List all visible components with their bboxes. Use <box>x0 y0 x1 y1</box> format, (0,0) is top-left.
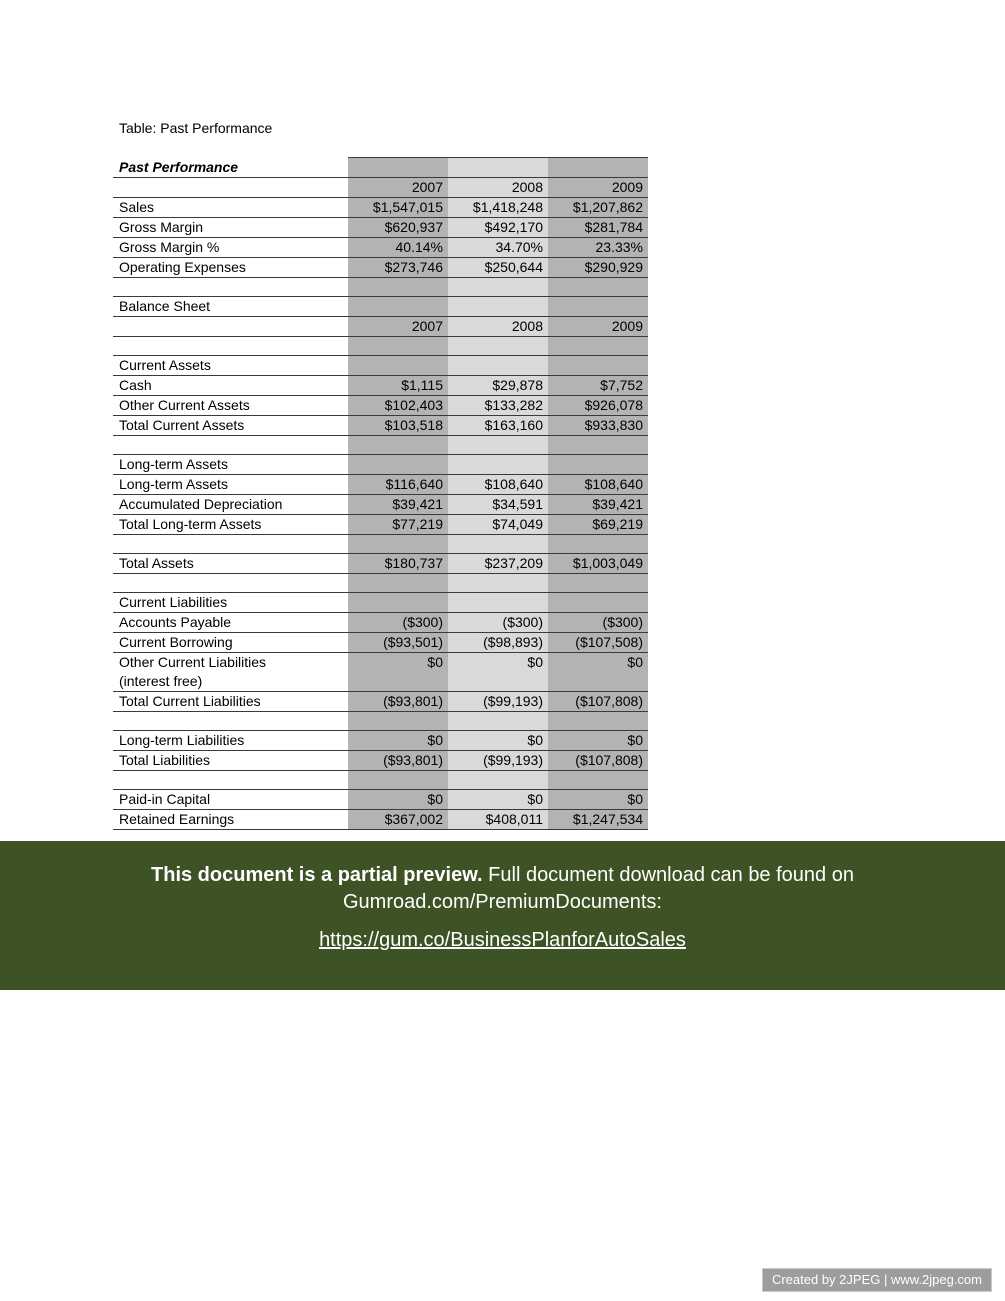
cell-2007: ($93,801) <box>348 750 448 770</box>
cell-2009: $1,003,049 <box>548 553 648 573</box>
table-row-gross-margin <box>113 217 648 237</box>
cell-2008 <box>448 573 548 592</box>
row-label: Gross Margin % <box>113 237 348 257</box>
row-label: Current Assets <box>113 355 348 375</box>
row-label: Sales <box>113 197 348 217</box>
cell-2008: $163,160 <box>448 415 548 435</box>
cell-2007: $273,746 <box>348 257 448 277</box>
row-label: Cash <box>113 375 348 395</box>
cell-2009: $0 <box>548 730 648 750</box>
cell-2007 <box>348 770 448 789</box>
cell-2008 <box>448 296 548 316</box>
table-row-operating-expenses <box>113 257 648 277</box>
banner-line2: Gumroad.com/PremiumDocuments: <box>343 891 662 913</box>
table-row-total-current-liabilities <box>113 691 648 711</box>
cell-2008: 2008 <box>448 316 548 336</box>
cell-2008: 34.70% <box>448 237 548 257</box>
cell-2007: 2007 <box>348 316 448 336</box>
row-label <box>113 534 348 553</box>
cell-2009 <box>548 277 648 296</box>
cell-2007: $1,547,015 <box>348 197 448 217</box>
cell-2008 <box>448 158 548 178</box>
row-label <box>113 435 348 454</box>
cell-2008: $108,640 <box>448 474 548 494</box>
cell-2007 <box>348 277 448 296</box>
cell-2008 <box>448 277 548 296</box>
cell-2007: 2007 <box>348 177 448 197</box>
table-row-current-liabilities <box>113 592 648 612</box>
cell-2007: $77,219 <box>348 514 448 534</box>
cell-2009 <box>548 355 648 375</box>
cell-2009: 23.33% <box>548 237 648 257</box>
spacer-row <box>113 770 648 789</box>
row-label: Total Current Assets <box>113 415 348 435</box>
cell-2009: ($107,508) <box>548 632 648 652</box>
cell-2009 <box>548 592 648 612</box>
year-header-row <box>113 177 648 197</box>
row-label <box>113 336 348 355</box>
cell-2007 <box>348 592 448 612</box>
cell-2009 <box>548 296 648 316</box>
cell-2009: $39,421 <box>548 494 648 514</box>
cell-2008: 2008 <box>448 177 548 197</box>
cell-2007: $180,737 <box>348 553 448 573</box>
cell-2009 <box>548 336 648 355</box>
cell-2009: $933,830 <box>548 415 648 435</box>
row-label <box>113 711 348 730</box>
cell-2009 <box>548 534 648 553</box>
cell-2009: $7,752 <box>548 375 648 395</box>
creator-watermark: Created by 2JPEG | www.2jpeg.com <box>762 1268 992 1292</box>
cell-2007: $103,518 <box>348 415 448 435</box>
cell-2009: $290,929 <box>548 257 648 277</box>
row-label: Long-term Liabilities <box>113 730 348 750</box>
row-label: Total Assets <box>113 553 348 573</box>
table-row-gross-margin <box>113 237 648 257</box>
cell-2008: $408,011 <box>448 809 548 829</box>
table-row-past-performance <box>113 158 648 178</box>
row-label: Paid-in Capital <box>113 789 348 809</box>
spacer-row <box>113 277 648 296</box>
preview-banner <box>0 841 1005 990</box>
cell-2007: $116,640 <box>348 474 448 494</box>
cell-2008: $0 <box>448 652 548 691</box>
spacer-row <box>113 435 648 454</box>
spacer-row <box>113 573 648 592</box>
cell-2009: $0 <box>548 789 648 809</box>
cell-2009: $108,640 <box>548 474 648 494</box>
cell-2009 <box>548 770 648 789</box>
cell-2008: ($99,193) <box>448 691 548 711</box>
cell-2009: 2009 <box>548 316 648 336</box>
row-label: Long-term Assets <box>113 454 348 474</box>
row-label: Accumulated Depreciation <box>113 494 348 514</box>
row-label-line2: (interest free) <box>119 672 203 689</box>
cell-2008: $492,170 <box>448 217 548 237</box>
table-row-accounts-payable <box>113 612 648 632</box>
table-row-sales <box>113 197 648 217</box>
cell-2007 <box>348 355 448 375</box>
row-label: Retained Earnings <box>113 809 348 829</box>
cell-2008: $1,418,248 <box>448 197 548 217</box>
cell-2007 <box>348 296 448 316</box>
spacer-row <box>113 336 648 355</box>
cell-2008: $29,878 <box>448 375 548 395</box>
cell-2008: $0 <box>448 789 548 809</box>
row-label <box>113 573 348 592</box>
cell-2007: ($93,801) <box>348 691 448 711</box>
cell-2008 <box>448 454 548 474</box>
row-label: Current Liabilities <box>113 592 348 612</box>
table-row-current-assets <box>113 355 648 375</box>
cell-2007: $0 <box>348 730 448 750</box>
spacer-row <box>113 711 648 730</box>
cell-2008 <box>448 534 548 553</box>
cell-2009 <box>548 435 648 454</box>
table-row-total-assets <box>113 553 648 573</box>
cell-2009: $926,078 <box>548 395 648 415</box>
table-row-paid-in-capital <box>113 789 648 809</box>
cell-2007 <box>348 534 448 553</box>
spacer-row <box>113 534 648 553</box>
row-label <box>113 770 348 789</box>
cell-2008 <box>448 336 548 355</box>
cell-2007 <box>348 435 448 454</box>
banner-lead-rest: Full document download can be found on <box>488 864 854 886</box>
row-label: Balance Sheet <box>113 296 348 316</box>
table-row-other-current-liabilities <box>113 652 648 691</box>
table-row-long-term-liabilities <box>113 730 648 750</box>
cell-2009 <box>548 158 648 178</box>
cell-2008 <box>448 355 548 375</box>
cell-2008: $237,209 <box>448 553 548 573</box>
banner-download-link[interactable]: https://gum.co/BusinessPlanforAutoSales <box>319 929 686 951</box>
row-label: Total Long-term Assets <box>113 514 348 534</box>
table-row-total-long-term-assets <box>113 514 648 534</box>
cell-2007 <box>348 158 448 178</box>
banner-message <box>0 862 1005 916</box>
table-row-cash <box>113 375 648 395</box>
year-header-row <box>113 316 648 336</box>
cell-2008: $250,644 <box>448 257 548 277</box>
row-label: Accounts Payable <box>113 612 348 632</box>
table-row-retained-earnings <box>113 809 648 829</box>
row-label: Long-term Assets <box>113 474 348 494</box>
cell-2008: $34,591 <box>448 494 548 514</box>
cell-2009: ($107,808) <box>548 691 648 711</box>
cell-2007: $102,403 <box>348 395 448 415</box>
cell-2007: ($300) <box>348 612 448 632</box>
past-performance-table <box>113 157 648 830</box>
cell-2007: $0 <box>348 789 448 809</box>
cell-2008: ($98,893) <box>448 632 548 652</box>
document-caption: Table: Past Performance <box>119 120 273 136</box>
table-row-balance-sheet <box>113 296 648 316</box>
table-row-other-current-assets <box>113 395 648 415</box>
cell-2007: $39,421 <box>348 494 448 514</box>
row-label: Total Liabilities <box>113 750 348 770</box>
cell-2007 <box>348 711 448 730</box>
table-row-total-liabilities <box>113 750 648 770</box>
row-label: Total Current Liabilities <box>113 691 348 711</box>
row-label: Operating Expenses <box>113 257 348 277</box>
row-label: Gross Margin <box>113 217 348 237</box>
cell-2007 <box>348 454 448 474</box>
cell-2009: $1,247,534 <box>548 809 648 829</box>
cell-2009 <box>548 454 648 474</box>
cell-2008: $0 <box>448 730 548 750</box>
cell-2008 <box>448 711 548 730</box>
cell-2007: $0 <box>348 652 448 691</box>
cell-2009: $69,219 <box>548 514 648 534</box>
cell-2009: $1,207,862 <box>548 197 648 217</box>
cell-2008: $74,049 <box>448 514 548 534</box>
row-label: Past Performance <box>113 158 348 178</box>
cell-2009: $0 <box>548 652 648 691</box>
row-label <box>113 316 348 336</box>
cell-2009 <box>548 573 648 592</box>
cell-2008: $133,282 <box>448 395 548 415</box>
table-row-accumulated-depreciation <box>113 494 648 514</box>
row-label: Current Borrowing <box>113 632 348 652</box>
row-label <box>113 652 348 691</box>
past-performance-table-body <box>113 158 648 830</box>
row-label <box>113 277 348 296</box>
cell-2007 <box>348 336 448 355</box>
cell-2008 <box>448 592 548 612</box>
cell-2009: 2009 <box>548 177 648 197</box>
cell-2007: $367,002 <box>348 809 448 829</box>
cell-2007: $1,115 <box>348 375 448 395</box>
cell-2007: $620,937 <box>348 217 448 237</box>
row-label: Other Current Assets <box>113 395 348 415</box>
cell-2008 <box>448 770 548 789</box>
table-row-long-term-assets <box>113 454 648 474</box>
cell-2009: ($107,808) <box>548 750 648 770</box>
row-label <box>113 177 348 197</box>
cell-2009 <box>548 711 648 730</box>
table-row-current-borrowing <box>113 632 648 652</box>
table-row-total-current-assets <box>113 415 648 435</box>
cell-2008 <box>448 435 548 454</box>
cell-2007 <box>348 573 448 592</box>
cell-2007: ($93,501) <box>348 632 448 652</box>
row-label-line1: Other Current Liabilities <box>119 653 267 670</box>
cell-2009: ($300) <box>548 612 648 632</box>
cell-2009: $281,784 <box>548 217 648 237</box>
banner-lead-text: This document is a partial preview. <box>151 864 483 886</box>
cell-2008: ($300) <box>448 612 548 632</box>
cell-2008: ($99,193) <box>448 750 548 770</box>
cell-2007: 40.14% <box>348 237 448 257</box>
table-row-long-term-assets <box>113 474 648 494</box>
